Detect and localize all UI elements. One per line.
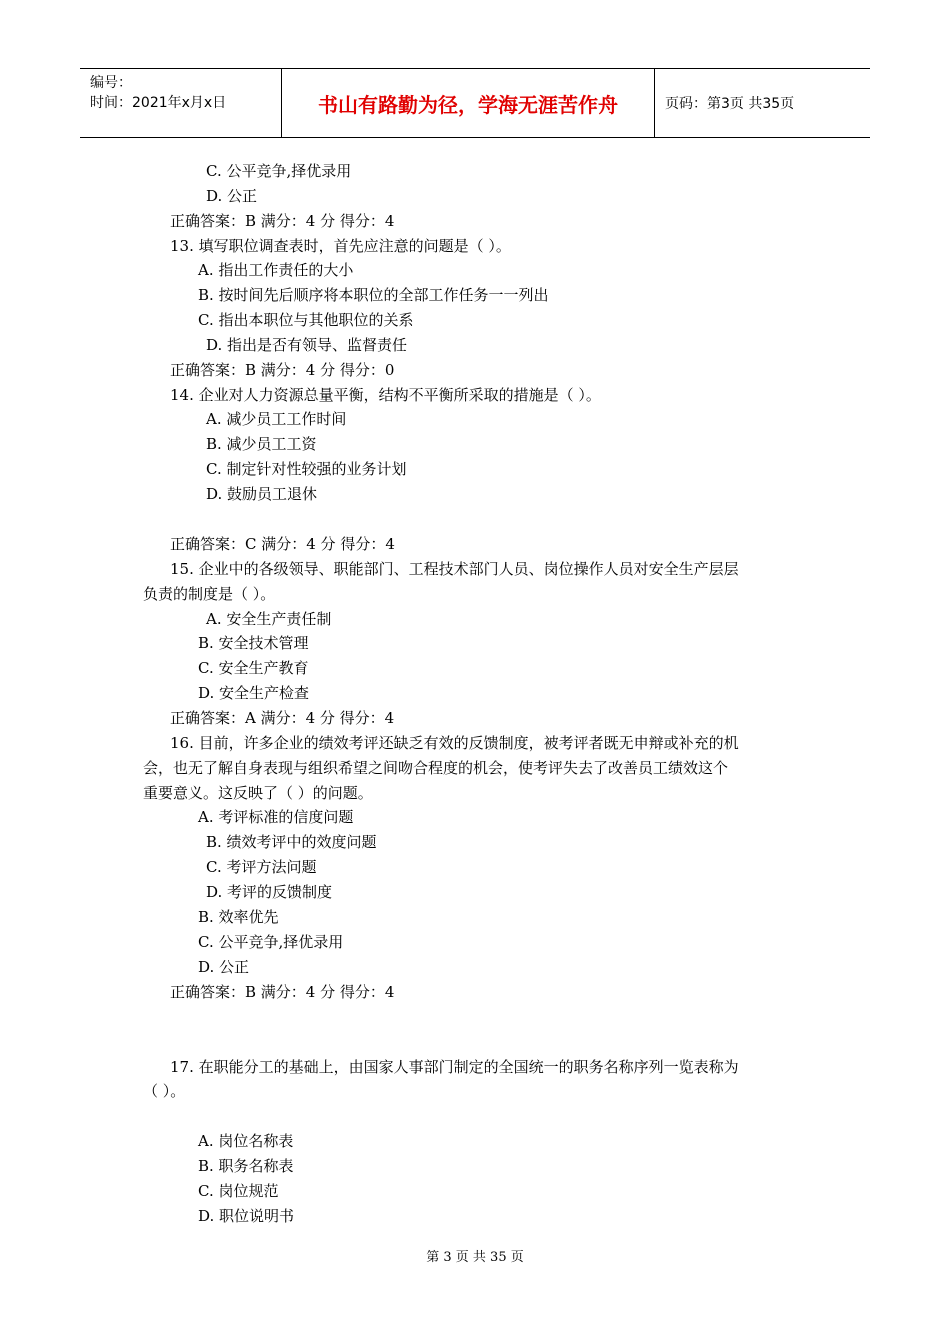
option-line: D. 指出是否有领导、监督责任 <box>206 336 408 354</box>
answer-line: 正确答案：A 满分：4 分 得分：4 <box>170 709 395 727</box>
option-line: B. 绩效考评中的效度问题 <box>206 833 377 851</box>
option-line: C. 岗位规范 <box>198 1182 279 1200</box>
question-line: 重要意义。这反映了（ ）的问题。 <box>143 784 373 802</box>
answer-line: 正确答案：B 满分：4 分 得分：4 <box>170 983 395 1001</box>
option-line: D. 职位说明书 <box>198 1207 295 1225</box>
option-line: A. 减少员工工作时间 <box>206 410 347 428</box>
date-label: 时间：2021年x月x日 <box>90 95 227 111</box>
option-line: A. 考评标准的信度问题 <box>198 808 354 826</box>
question-line: 会，也无了解自身表现与组织希望之间吻合程度的机会，使考评失去了改善员工绩效这个 <box>143 759 729 777</box>
page-header <box>80 68 870 138</box>
option-line: D. 公正 <box>206 187 258 205</box>
question-line: 14. 企业对人力资源总量平衡，结构不平衡所采取的措施是（ ）。 <box>170 386 601 404</box>
option-line: B. 效率优先 <box>198 908 279 926</box>
option-line: A. 安全生产责任制 <box>206 610 332 628</box>
option-line: A. 岗位名称表 <box>198 1132 294 1150</box>
question-line: 16. 目前，许多企业的绩效考评还缺乏有效的反馈制度，被考评者既无申辩或补充的机 <box>170 734 739 752</box>
option-line: C. 公平竞争,择优录用 <box>206 162 352 180</box>
option-line: B. 职务名称表 <box>198 1157 294 1175</box>
option-line: C. 制定针对性较强的业务计划 <box>206 460 407 478</box>
serial-number-label: 编号： <box>90 75 132 91</box>
question-line: 负责的制度是（ ）。 <box>143 585 276 603</box>
question-line: 17. 在职能分工的基础上，由国家人事部门制定的全国统一的职务名称序列一览表称为 <box>170 1058 739 1076</box>
option-line: B. 按时间先后顺序将本职位的全部工作任务一一列出 <box>198 286 549 304</box>
question-line: 13. 填写职位调查表时，首先应注意的问题是（ ）。 <box>170 237 511 255</box>
option-line: D. 鼓励员工退休 <box>206 485 318 503</box>
option-line: C. 考评方法问题 <box>206 858 317 876</box>
page-footer: 第 3 页 共 35 页 <box>426 1250 524 1265</box>
option-line: B. 减少员工工资 <box>206 435 317 453</box>
question-line: 15. 企业中的各级领导、职能部门、工程技术部门人员、岗位操作人员对安全生产层层 <box>170 560 739 578</box>
answer-line: 正确答案：C 满分：4 分 得分：4 <box>170 535 395 553</box>
header-motto: 书山有路勤为径，学海无涯苦作舟 <box>318 92 618 117</box>
header-divider-right <box>654 69 655 137</box>
option-line: C. 安全生产教育 <box>198 659 309 677</box>
option-line: A. 指出工作责任的大小 <box>198 261 354 279</box>
option-line: C. 公平竞争,择优录用 <box>198 933 344 951</box>
option-line: C. 指出本职位与其他职位的关系 <box>198 311 414 329</box>
answer-line: 正确答案：B 满分：4 分 得分：4 <box>170 212 395 230</box>
answer-line: 正确答案：B 满分：4 分 得分：0 <box>170 361 395 379</box>
header-page-number: 页码：第3页 共35页 <box>665 96 795 112</box>
option-line: B. 安全技术管理 <box>198 634 309 652</box>
option-line: D. 考评的反馈制度 <box>206 883 333 901</box>
question-line: （ ）。 <box>143 1082 186 1100</box>
option-line: D. 公正 <box>198 958 250 976</box>
header-meta <box>90 73 226 113</box>
option-line: D. 安全生产检查 <box>198 684 310 702</box>
